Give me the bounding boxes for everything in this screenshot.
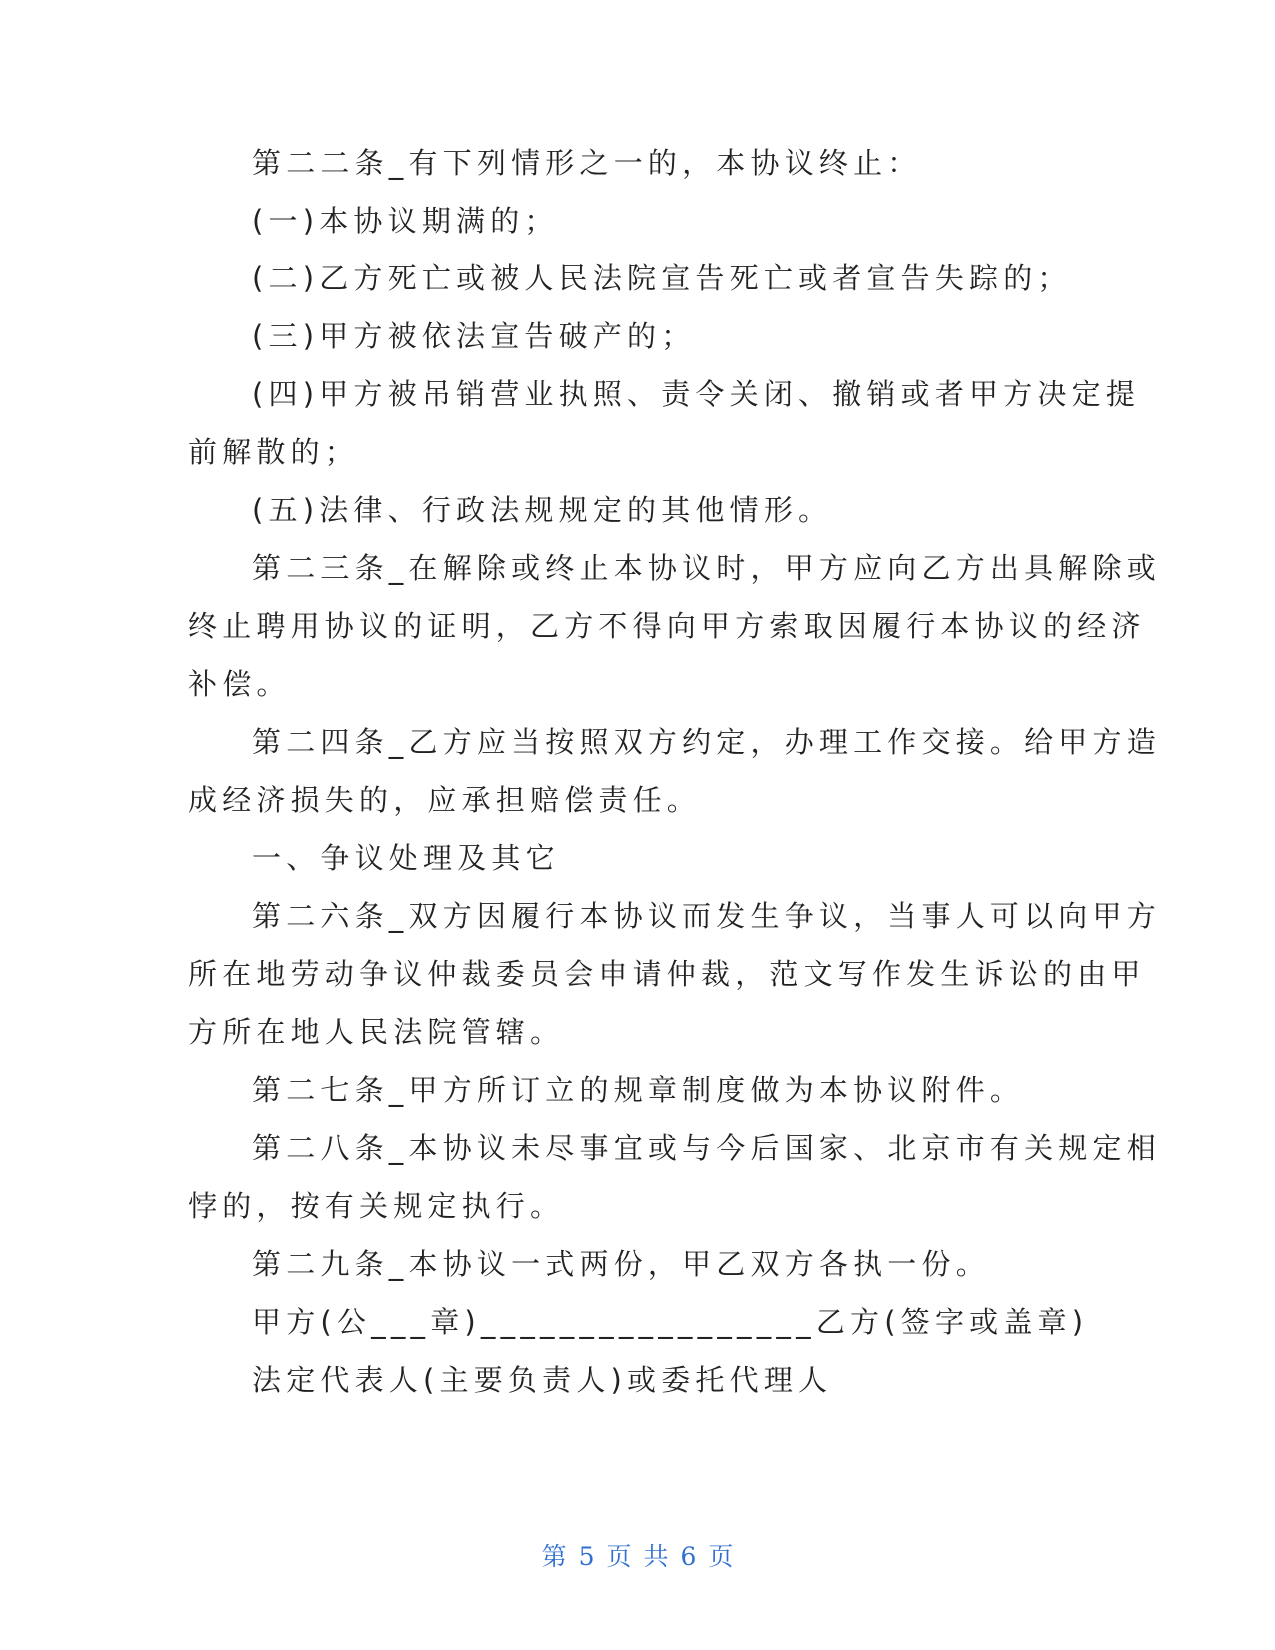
article-23-text: 第二三条_在解除或终止本协议时，甲方应向乙方出具解除或 <box>252 551 1161 585</box>
footer-total-pages: 6 <box>680 1542 697 1571</box>
article-24-text-line-2: 成经济损失的，应承担赔偿责任。 <box>188 783 702 817</box>
article-27-text: 第二七条_甲方所订立的规章制度做为本协议附件。 <box>252 1073 1025 1107</box>
article-26-text-line-3: 方所在地人民法院管辖。 <box>188 1015 565 1049</box>
signature-line: 甲方(公___章)_________________乙方(签字或盖章) <box>252 1305 1089 1339</box>
article-28-text-line-2: 悖的，按有关规定执行。 <box>188 1189 565 1223</box>
footer-label-ye-2: 页 <box>708 1542 734 1571</box>
representative-line: 法定代表人(主要负责人)或委托代理人 <box>252 1363 833 1397</box>
article-22-heading: 第二二条_有下列情形之一的，本协议终止： <box>252 146 922 180</box>
clause-item-4-continued: 前解散的； <box>188 435 360 469</box>
article-23-text-line-2: 终止聘用协议的证明，乙方不得向甲方索取因履行本协议的经济 <box>188 609 1146 643</box>
clause-item-2: (二)乙方死亡或被人民法院宣告死亡或者宣告失踪的； <box>252 261 1072 295</box>
article-24-text: 第二四条_乙方应当按照双方约定，办理工作交接。给甲方造 <box>252 725 1161 759</box>
clause-item-3: (三)甲方被依法宣告破产的； <box>252 319 696 353</box>
footer-label-gong: 共 <box>643 1542 669 1571</box>
article-23-text-line-3: 补偿。 <box>188 667 291 701</box>
article-29-text: 第二九条_本协议一式两份，甲乙双方各执一份。 <box>252 1247 990 1281</box>
article-26-text: 第二六条_双方因履行本协议而发生争议，当事人可以向甲方 <box>252 899 1161 933</box>
footer-label-ye: 页 <box>606 1542 632 1571</box>
article-28-text: 第二八条_本协议未尽事宜或与今后国家、北京市有关规定相 <box>252 1131 1161 1165</box>
clause-item-4: (四)甲方被吊销营业执照、责令关闭、撤销或者甲方决定提 <box>252 377 1141 411</box>
page-number-footer <box>0 1537 1275 1573</box>
clause-item-5: (五)法律、行政法规规定的其他情形。 <box>252 493 833 527</box>
footer-label-di: 第 <box>541 1542 567 1571</box>
section-heading: 一、争议处理及其它 <box>252 841 560 875</box>
article-26-text-line-2: 所在地劳动争议仲裁委员会申请仲裁，范文写作发生诉讼的由甲 <box>188 957 1146 991</box>
clause-item-1: (一)本协议期满的； <box>252 204 559 238</box>
footer-current-page: 5 <box>578 1542 595 1571</box>
